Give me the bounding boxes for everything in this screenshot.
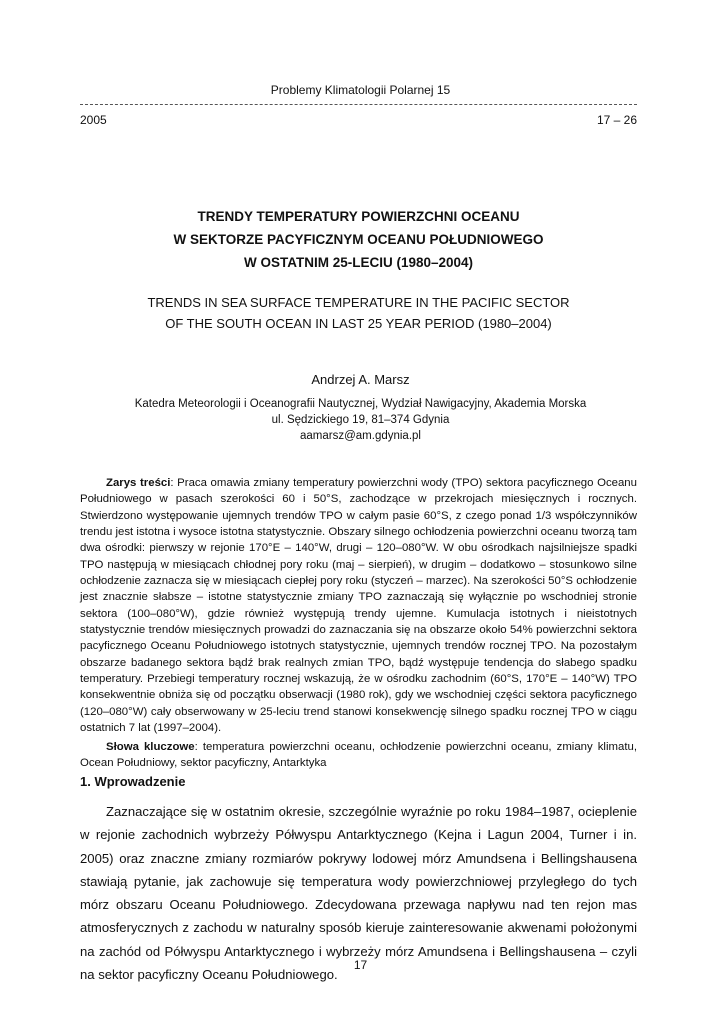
keywords-label: Słowa kluczowe <box>106 740 195 753</box>
abstract-label: Zarys treści <box>106 477 171 489</box>
title-polish-line: W OSTATNIM 25-LECIU (1980–2004) <box>243 255 474 270</box>
keywords-text: : temperatura powierzchni oceanu, ochłodzenie powierzchni oceanu, zmiany klimatu, Ocean Południowy, sektor pacyficzny, Antarktyka <box>80 740 637 769</box>
title-english-line: TRENDS IN SEA SURFACE TEMPERATURE IN THE PACIFIC SECTOR <box>147 295 570 310</box>
abstract-text: : Praca omawia zmiany temperatury powierzchni wody (TPO) sektora pacyficznego Oceanu Południowego w pasach szerokości 60 i 50°S, zachodzące w przekrojach miesięcznych i rocznych. Stwierdzono występowanie ujemnych trendów TPO w całym pasie 60°S, z czego ponad 1/3 współczynników trendu jest istotna i wysoce istotna statystycznie. Obszary silnego ochłodzenia powierzchni oceanu tworzą tam dwa ośrodki: pierwszy w rejonie 170°E – 140°W, drugi – 120–080°W. W obu ośrodkach najsilniejsze spadki TPO następują w miesiącach chłodnej pory roku (maj – sierpień), w drugim – dodatkowo – stosunkowo silne ochłodzenie zaznacza się w miesiącach ciepłej pory roku (styczeń – marzec). Na szerokości 50°S ochłodzenie jest znacznie słabsze – istotne statystycznie zmiany TPO zaznaczają się wyłącznie po wschodniej stronie sektora (100–080°W), gdzie również występują trendy ujemne. Kumulacja istotnych i nieistotnych statystycznie trendów miesięcznych prowadzi do zaznaczania się na obszarze około 54% powierzchni sektora pacyficznego Oceanu Południowego istotnych statystycznie, ujemnych trendów rocznej TPO. Na pozostałym obszarze badanego sektora bądź brak realnych zmian TPO, bądź występuje tendencja do słabego spadku temperatury. Przebiegi temperatury rocznej wskazują, że w ośrodku zachodnim (60°S, 170°E – 140°W) TPO konsekwentnie obniża się od początku obserwacji (1980 rok), gdy we wschodniej części sektora pacyficznego (120–080°W) cały obserwowany w 25-leciu trend stanowi konsekwencję silnego spadku rocznej TPO w ciągu ostatnich 7 lat (1997–2004). <box>80 477 637 735</box>
journal-name: Problemy Klimatologii Polarnej 15 <box>270 83 451 97</box>
page-number: 17 <box>353 958 368 972</box>
abstract-paragraph <box>80 475 637 737</box>
address: ul. Sędzickiego 19, 81–374 Gdynia <box>271 414 450 426</box>
header-rule <box>80 104 637 105</box>
title-polish-line: W SEKTORZE PACYFICZNYM OCEANU POŁUDNIOWEGO <box>173 232 544 247</box>
title-polish-line: TRENDY TEMPERATURY POWIERZCHNI OCEANU <box>197 209 520 224</box>
publication-year: 2005 <box>80 113 107 127</box>
page-range: 17 – 26 <box>596 113 637 127</box>
title-english-line: OF THE SOUTH OCEAN IN LAST 25 YEAR PERIOD (1980–2004) <box>165 316 552 331</box>
author-name: Andrzej A. Marsz <box>311 372 410 387</box>
keywords-paragraph <box>80 739 637 772</box>
affiliation: Katedra Meteorologii i Oceanografii Nautycznej, Wydział Nawigacyjny, Akademia Morska <box>134 398 587 410</box>
email: aamarsz@am.gdynia.pl <box>300 430 421 442</box>
abstract <box>80 475 637 771</box>
title-polish <box>80 205 637 274</box>
title-english <box>80 292 637 334</box>
section-heading: 1. Wprowadzenie <box>80 774 186 789</box>
author-affiliation-block <box>0 396 721 444</box>
intro-paragraph: Zaznaczające się w ostatnim okresie, szczególnie wyraźnie po roku 1984–1987, ocieplenie w rejonie zachodnich wybrzeży Półwyspu Antarktycznego (Kejna i Lagun 2004, Turner i in. 2005) oraz znaczne zmiany rozmiarów pokrywy lodowej mórz Amundsena i Bellingshausena stawiają pytanie, jak zachowuje się temperatura wody powierzchniowej przyległego do tych mórz obszaru Oceanu Południowego. Zdecydowana przewaga napływu nad ten rejon mas atmosferycznych z zachodu w naturalny sposób kieruje zainteresowanie akwenami położonymi na zachód od Półwyspu Antarktycznego i wybrzeży mórz Amundsena i Bellingshausena – czyli na sektor pacyficzny Oceanu Południowego. <box>80 804 637 983</box>
